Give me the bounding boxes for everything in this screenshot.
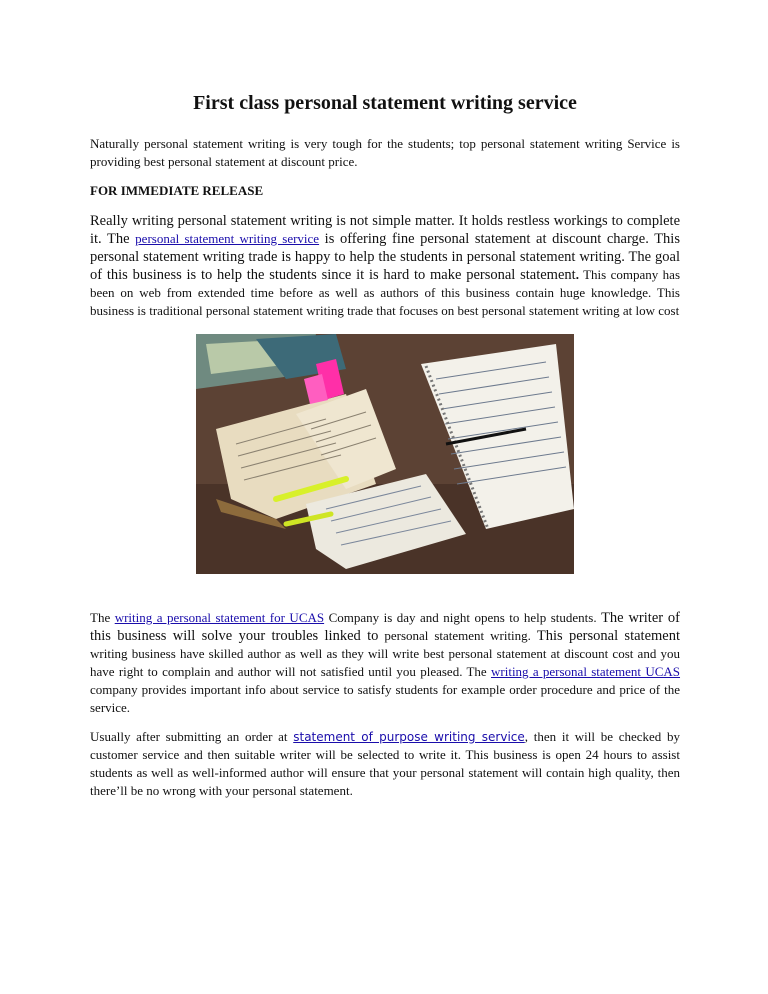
p1-dot: .	[575, 267, 579, 282]
p2-text-c: The writer of this business will solve your troubles linked to	[90, 610, 681, 644]
p2-text-e: This personal statement	[536, 628, 680, 644]
link-writing-a-personal-statement-ucas[interactable]: writing a personal statement UCAS	[491, 664, 681, 679]
p2-text-g: company provides important info about service to satisfy students for example order procedure and price of the service.	[90, 682, 680, 715]
paragraph-1	[90, 212, 680, 320]
link-statement-of-purpose-writing-service[interactable]: statement of purpose writing service	[293, 730, 525, 744]
p3-text-b: , then it will be checked by customer service and then suitable writer will be selected to write it.	[90, 729, 680, 762]
p3-text-a: Usually after submitting an order at	[90, 729, 294, 744]
p2-text-a: The	[90, 610, 115, 625]
page-title: First class personal statement writing service	[193, 92, 577, 114]
p3-text-c: This business is open 24 hours to assist students as well as well-informed author will ensure that your personal statement will contain high quality, then there’ll be no wrong with your personal statement.	[90, 747, 680, 798]
link-writing-personal-statement-ucas[interactable]: writing a personal statement for UCAS	[114, 610, 325, 625]
paragraph-2	[90, 609, 680, 717]
p2-text-d: personal statement writing.	[378, 628, 537, 643]
p2-text-f: writing business have skilled author as well as they will write best personal statement at discount cost and you have right to complain and author will not satisfied until you pleased. The	[90, 646, 680, 679]
study-desk-photo	[196, 334, 574, 574]
intro-paragraph: Naturally personal statement writing is very tough for the students; top personal statement writing Service is providing best personal statement at discount price.	[90, 136, 680, 169]
release-label: FOR IMMEDIATE RELEASE	[90, 183, 264, 198]
p1-text-d: This company has been on web from extended time before as well as authors of this business contain huge knowledge. This business is traditional personal statement writing trade that focuses on best personal statement writing at low cost	[90, 267, 681, 318]
p1-text-a: Really writing personal statement writing is not simple matter. It holds restless workings to complete it. The	[90, 213, 680, 247]
p1-text-b: is offering fine personal statement at discount charge. This personal statement writing trade is happy to help the students in personal statement writing.	[90, 231, 680, 265]
paragraph-3	[90, 728, 680, 800]
p2-text-b: Company is day and night opens to help students.	[324, 610, 602, 625]
document-body	[90, 90, 680, 811]
p1-text-c: The goal of this business is to help the students since it is hard to make personal statement	[90, 249, 680, 283]
link-personal-statement-writing-service[interactable]: personal statement writing service	[135, 231, 320, 246]
